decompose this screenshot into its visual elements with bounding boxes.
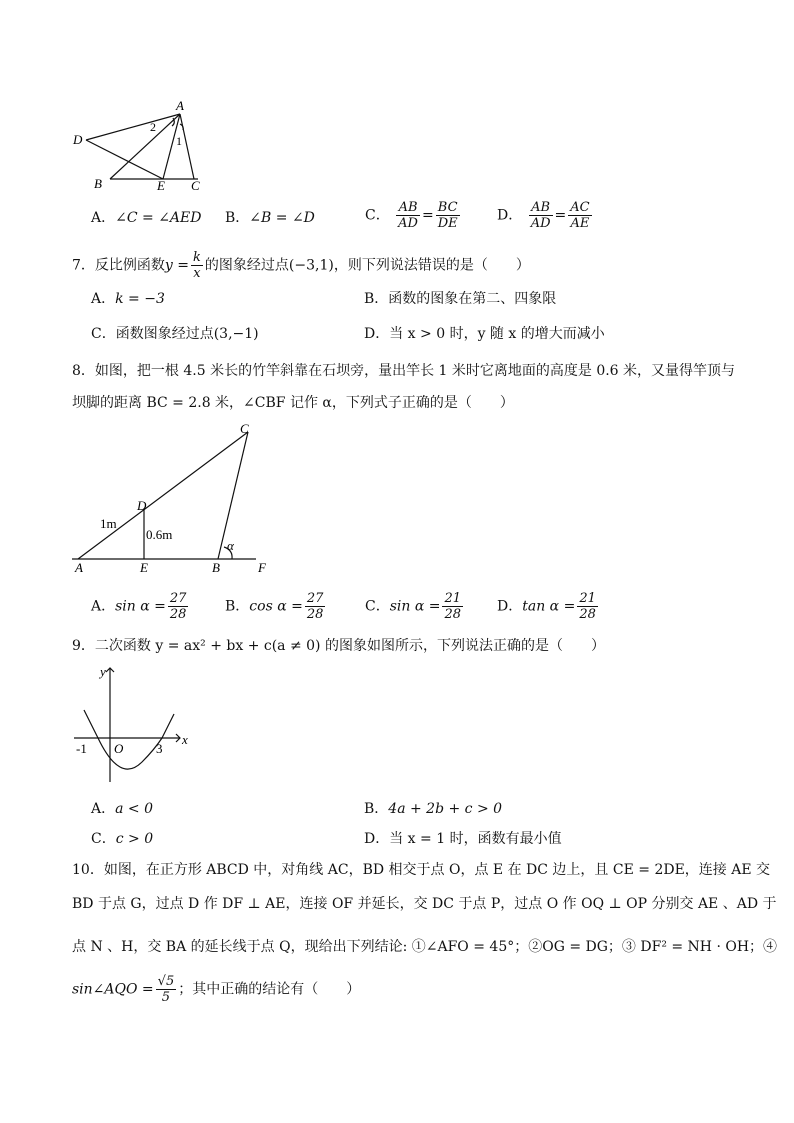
q10-question-line3: 点 N 、H，交 BA 的延长线于点 Q，现给出下列结论: ①∠AFO = 45°；②OG = DG；③ DF² = NH · OH；④ (72, 939, 778, 955)
label-D: D (73, 132, 83, 147)
q7-question: 7．反比例函数y = $\frac{k}{x}$ 的图象经过点(−3,1)，则下列说法错误的是（ ） (72, 250, 530, 281)
label-A: A (176, 98, 184, 113)
q8-option-b[interactable]: B．cos α = $\frac{27}{28}$ (225, 591, 324, 622)
q9-option-c[interactable]: C．c > 0 (91, 831, 154, 847)
angle-label-2: 2 (150, 120, 156, 134)
parabola-graph-q9 (70, 662, 200, 787)
q7-option-d[interactable]: D．当 x > 0 时，y 随 x 的增大而减小 (364, 326, 605, 342)
q10-question-line2: BD 于点 G，过点 D 作 DF ⊥ AE，连接 OF 并延长，交 DC 于点 P，过点 O 作 OQ ⊥ OP 分别交 AE 、AD 于 (72, 896, 777, 912)
fraction: $\frac{AB}{AD}$ (530, 200, 551, 231)
q7-option-a[interactable]: A．k = −3 (91, 291, 165, 307)
bamboo-pole-figure-q8 (70, 420, 280, 575)
angle-label-1: 1 (176, 134, 182, 148)
height-label-06m: 0.6m (146, 527, 173, 542)
q9-option-d[interactable]: D．当 x = 1 时，函数有最小值 (364, 831, 562, 847)
label-A: A (75, 560, 83, 575)
label-E: E (140, 560, 148, 575)
q8-question-line2: 坝脚的距离 BC = 2.8 米，∠CBF 记作 α，下列式子正确的是（ ） (72, 395, 514, 411)
axis-label-y: y (100, 664, 106, 679)
origin-label: O (114, 741, 124, 756)
label-C: C (191, 178, 200, 193)
q8-question-line1: 8．如图，把一根 4.5 米长的竹竿斜靠在石坝旁，量出竿长 1 米时它离地面的高度是 0.6 米，又量得竿顶与 (72, 363, 736, 379)
axis-label-x: x (182, 732, 188, 747)
q10-question-line4: sin∠AQO = $\frac{√5}{5}$ ；其中正确的结论有（ ） (72, 974, 361, 1005)
q9-question: 9．二次函数 y = ax² + bx + c(a ≠ 0) 的图象如图所示，下列说法正确的是（ ） (72, 638, 605, 654)
q8-option-a[interactable]: A．sin α = $\frac{27}{28}$ (91, 591, 187, 622)
triangle-figure-q6 (70, 98, 210, 193)
q6-option-a[interactable]: A．∠C = ∠AED (91, 210, 202, 226)
q6-option-c[interactable]: C． $\frac{AB}{AD}$ = $\frac{BC}{DE}$ (365, 200, 458, 231)
fraction: $\frac{AB}{AD}$ (398, 200, 418, 231)
fraction: $\frac{BC}{DE}$ (437, 200, 458, 231)
label-B: B (94, 176, 102, 191)
label-C: C (240, 421, 249, 436)
q7-option-c[interactable]: C．函数图象经过点(3,−1) (91, 326, 259, 342)
q7-option-b[interactable]: B．函数的图象在第二、四象限 (364, 291, 557, 307)
q6-option-b[interactable]: B．∠B = ∠D (225, 210, 315, 226)
fraction: $\frac{AC}{AE}$ (570, 200, 590, 231)
q9-option-b[interactable]: B．4a + 2b + c > 0 (364, 801, 503, 817)
label-B: B (212, 560, 220, 575)
angle-label-alpha: α (227, 538, 234, 553)
tick-label-neg1: -1 (76, 741, 87, 756)
label-F: F (258, 560, 266, 575)
tick-label-3: 3 (156, 741, 163, 756)
label-E: E (157, 178, 165, 193)
q6-option-d[interactable]: D． $\frac{AB}{AD}$ = $\frac{AC}{AE}$ (497, 200, 590, 231)
q8-option-d[interactable]: D．tan α = $\frac{21}{28}$ (497, 591, 596, 622)
q9-option-a[interactable]: A．a < 0 (91, 801, 154, 817)
q10-question-line1: 10．如图，在正方形 ABCD 中，对角线 AC，BD 相交于点 O，点 E 在 DC 边上，且 CE = 2DE，连接 AE 交 (72, 862, 771, 878)
length-label-1m: 1m (100, 516, 117, 531)
q8-option-c[interactable]: C．sin α = $\frac{21}{28}$ (365, 591, 462, 622)
label-D: D (137, 498, 147, 513)
